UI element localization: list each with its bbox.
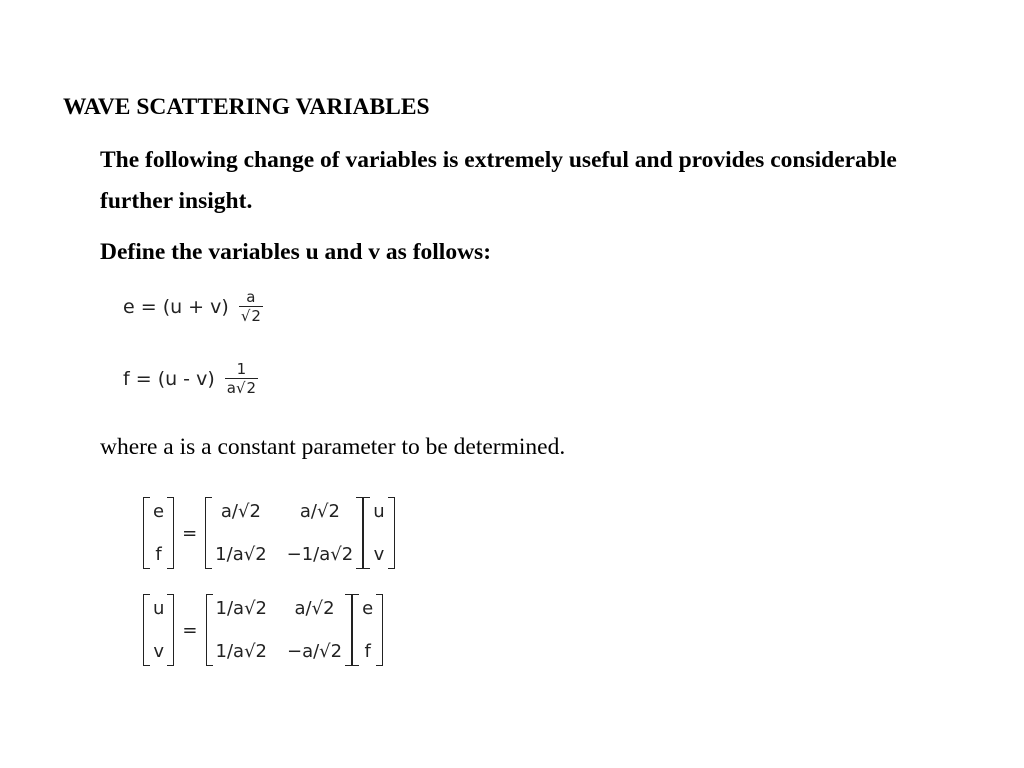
vector-entry: v <box>153 641 165 662</box>
equation-e-lhs: e = (u + v) <box>123 295 235 318</box>
equation-f <box>123 360 258 397</box>
equation-e-numerator: a <box>246 288 256 306</box>
matrix-cell: a/√2 <box>220 501 261 522</box>
equals-sign: = <box>182 619 198 641</box>
equation-e-radicand: 2 <box>251 307 261 325</box>
vector-entry: f <box>364 641 371 662</box>
vector-entry: f <box>155 544 162 565</box>
equation-e-fraction <box>239 288 263 325</box>
matrix-cell: a/√2 <box>294 598 335 619</box>
equation-f-fraction <box>225 360 258 397</box>
intro-text: The following change of variables is extremely useful and provides considerable further insight. <box>100 147 897 214</box>
equation-e <box>123 288 263 325</box>
define-text: Define the variables u and v as follows: <box>100 239 492 265</box>
vector-entry: u <box>373 501 385 522</box>
vector-entry: v <box>373 544 385 565</box>
vector-entry: e <box>153 501 165 522</box>
matrix-cell: −1/a√2 <box>286 544 354 565</box>
equation-e-denominator: √2 <box>240 307 261 325</box>
equation-f-radicand: 2 <box>246 379 257 397</box>
vector-entry: e <box>362 598 374 619</box>
matrix-cell: −a/√2 <box>286 641 343 662</box>
note-text: where a is a constant parameter to be determined. <box>100 434 566 460</box>
transform-matrix-2 <box>206 594 353 666</box>
equation-f-lhs: f = (u - v) <box>123 367 221 390</box>
matrix-cell: a/√2 <box>299 501 340 522</box>
matrix-equation-2 <box>143 594 383 666</box>
equation-f-numerator: 1 <box>236 360 247 378</box>
matrix-cell: 1/a√2 <box>215 641 267 662</box>
matrix-cell: 1/a√2 <box>215 544 267 565</box>
slide-title: WAVE SCATTERING VARIABLES <box>63 94 430 120</box>
matrix-equation-1 <box>143 497 395 569</box>
equals-sign: = <box>182 522 198 544</box>
vector-entry: u <box>153 598 165 619</box>
matrix-cell: 1/a√2 <box>215 598 267 619</box>
rhs-vector-1 <box>363 497 394 569</box>
rhs-vector-2 <box>352 594 383 666</box>
transform-matrix-1 <box>205 497 363 569</box>
lhs-vector-2 <box>143 594 174 666</box>
equation-f-den-prefix: a <box>226 379 236 397</box>
equation-f-denominator: a√2 <box>226 379 257 397</box>
lhs-vector-1 <box>143 497 174 569</box>
